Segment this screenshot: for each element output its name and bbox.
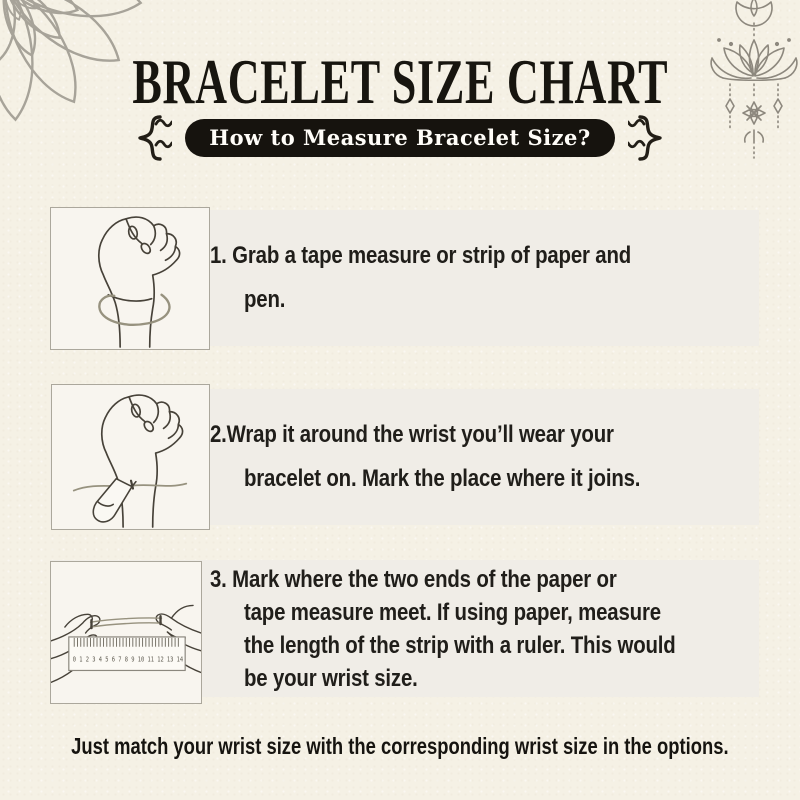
step-3-line-1: 3. Mark where the two ends of the paper or	[210, 565, 617, 593]
step-3-line-3: the length of the strip with a ruler. This would	[244, 631, 676, 659]
step-1-line-2: pen.	[244, 286, 286, 313]
curly-flourish-left-icon	[130, 114, 172, 162]
fist-with-pen-marking-wrist-icon	[52, 385, 209, 529]
curly-flourish-right-icon	[628, 114, 670, 162]
step-1-line-1: 1. Grab a tape measure or strip of paper and	[210, 242, 632, 269]
step-1-illustration	[50, 207, 210, 350]
step-1-text	[210, 210, 770, 346]
step-3-text	[210, 560, 770, 697]
step-2-line-1: 2.Wrap it around the wrist you’ll wear your	[210, 421, 614, 448]
header	[0, 46, 800, 117]
step-3-line-4: be your wrist size.	[244, 664, 418, 692]
ruler-numbers: 0 1 2 3 4 5 6 7 8 9 10 11 12 13 14	[72, 655, 184, 664]
step-3-illustration	[50, 561, 202, 704]
subtitle-badge-row	[0, 114, 800, 162]
step-2-text	[210, 389, 770, 525]
footer	[0, 726, 800, 766]
page-title: BRACELET SIZE CHART	[132, 46, 668, 117]
fist-with-bracelet-icon	[51, 208, 209, 349]
step-2-line-2: bracelet on. Mark the place where it joins.	[244, 465, 641, 492]
hands-holding-strip-over-ruler-icon	[51, 562, 201, 703]
badge: How to Measure Bracelet Size?	[185, 119, 614, 157]
step-3-line-2: tape measure meet. If using paper, measure	[244, 598, 661, 626]
step-2-illustration	[51, 384, 210, 530]
footer-note: Just match your wrist size with the corresponding wrist size in the options.	[71, 733, 729, 759]
